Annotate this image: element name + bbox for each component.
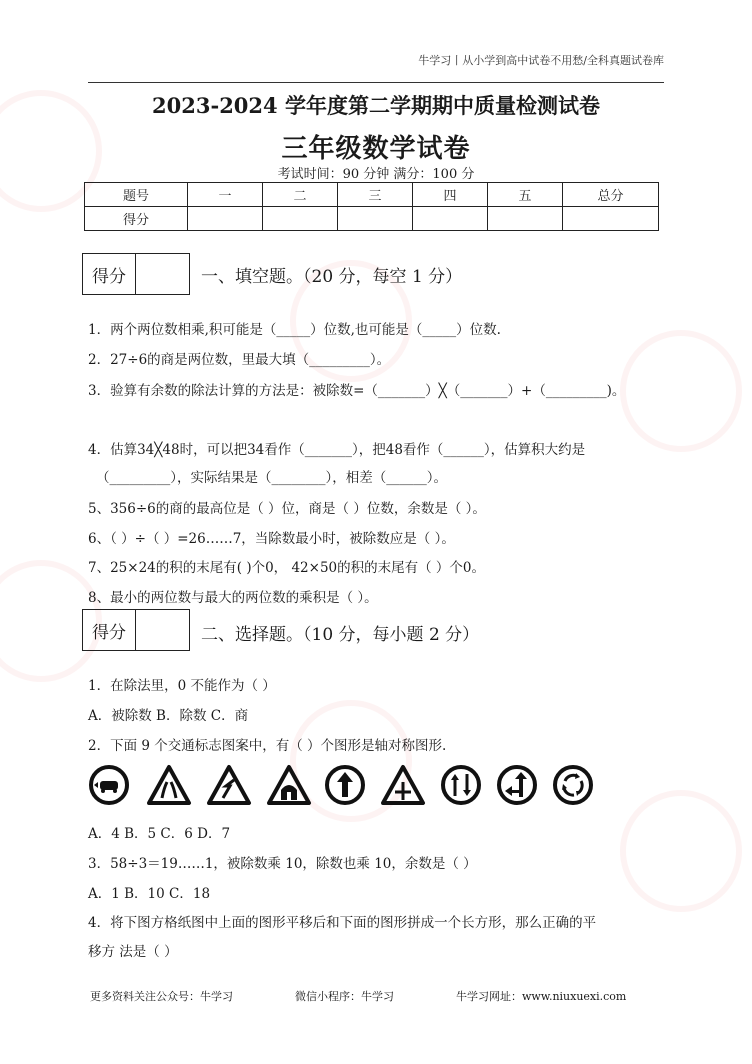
question-2-1: 1．在除法里，0 不能作为（ ） xyxy=(88,678,276,694)
section2-title: 二、选择题。（10 分，每小题 2 分） xyxy=(201,625,480,645)
question-1-4: 4．估算34╳48时，可以把34看作（_______），把48看作（______），估算积大约是 xyxy=(88,442,586,458)
section1-title: 一、填空题。（20 分，每空 1 分） xyxy=(201,267,463,287)
score-table-header: 总分 xyxy=(563,183,659,207)
question-1-6: 6、（ ）÷（ ）=26……7，当除数最小时，被除数应是（ ）。 xyxy=(88,531,455,547)
score-box-label: 得分 xyxy=(83,254,136,294)
overtake-sign-icon xyxy=(88,764,130,806)
score-cell xyxy=(263,207,338,231)
roundabout-sign-icon xyxy=(552,764,594,806)
score-cell xyxy=(413,207,488,231)
road-narrows-sign-icon xyxy=(146,764,192,806)
score-table-header: 四 xyxy=(413,183,488,207)
score-cell xyxy=(563,207,659,231)
question-1-8: 8、最小的两位数与最大的两位数的乘积是（ ）。 xyxy=(88,590,378,606)
exam-title: 2023-2024 学年度第二学期期中质量检测试卷 xyxy=(152,93,600,118)
score-table-header: 五 xyxy=(488,183,563,207)
header-divider xyxy=(88,82,664,83)
score-cell xyxy=(188,207,263,231)
question-1-4-cont: （_________），实际结果是（________），相差（______）。 xyxy=(96,470,447,486)
header-note: 牛学习丨从小学到高中试卷不用愁/全科真题试卷库 xyxy=(418,54,664,67)
question-2-2-options: A．4 B．5 C．6 D．7 xyxy=(88,826,231,842)
score-row-label: 得分 xyxy=(85,207,188,231)
watermark-logo xyxy=(268,678,435,845)
exam-meta: 考试时间：90 分钟 满分：100 分 xyxy=(277,167,475,182)
question-1-2: 2．27÷6的商是两位数，里最大填（_________）。 xyxy=(88,352,391,368)
score-table-header: 三 xyxy=(338,183,413,207)
section2-score-box xyxy=(82,609,190,651)
score-table-header-row xyxy=(85,183,659,207)
score-box-label: 得分 xyxy=(83,610,136,650)
straight-arrow-sign-icon xyxy=(324,764,366,806)
question-2-3: 3．58÷3＝19……1，被除数乘 10，除数也乘 10，余数是（ ） xyxy=(88,856,477,872)
watermark-logo xyxy=(598,768,752,935)
two-way-sign-icon xyxy=(440,764,482,806)
question-1-5: 5、356÷6的商的最高位是（ ）位，商是（ ）位数，余数是（ ）。 xyxy=(88,501,486,517)
section1-score-box xyxy=(82,253,190,295)
left-straight-sign-icon xyxy=(496,764,538,806)
exam-subtitle: 三年级数学试卷 xyxy=(281,134,471,164)
question-2-3-options: A．1 B．10 C．18 xyxy=(88,886,211,902)
question-2-2: 2．下面 9 个交通标志图案中，有（ ）个图形是轴对称图形. xyxy=(88,738,447,754)
score-table-header: 一 xyxy=(188,183,263,207)
footer-wechat-account: 更多资料关注公众号：牛学习 xyxy=(90,990,233,1003)
score-table-row xyxy=(85,207,659,231)
question-2-1-options: A．被除数 B．除数 C．商 xyxy=(88,708,249,724)
tunnel-sign-icon xyxy=(266,764,312,806)
score-cell xyxy=(488,207,563,231)
footer-website-link[interactable]: 牛学习网址：www.niuxuexi.com xyxy=(456,990,627,1003)
question-1-3: 3．验算有余数的除法计算的方法是：被除数=（_______）╳（_______）+（_________)。 xyxy=(88,383,626,399)
curve-sign-icon xyxy=(206,764,252,806)
footer-mini-program: 微信小程序：牛学习 xyxy=(295,990,394,1003)
question-2-4-cont: 移方 法是（ ） xyxy=(88,944,178,960)
score-table xyxy=(84,182,659,231)
question-1-7: 7、25×24的积的末尾有( )个0， 42×50的积的末尾有（ ）个0。 xyxy=(88,560,486,576)
question-2-4: 4．将下图方格纸图中上面的图形平移后和下面的图形拼成一个长方形，那么正确的平 xyxy=(88,915,597,931)
score-table-header: 二 xyxy=(263,183,338,207)
crossroad-sign-icon xyxy=(380,764,426,806)
question-1-1: 1．两个两位数相乘,积可能是（_____）位数,也可能是（_____）位数. xyxy=(88,322,501,338)
score-table-header: 题号 xyxy=(85,183,188,207)
score-cell xyxy=(338,207,413,231)
